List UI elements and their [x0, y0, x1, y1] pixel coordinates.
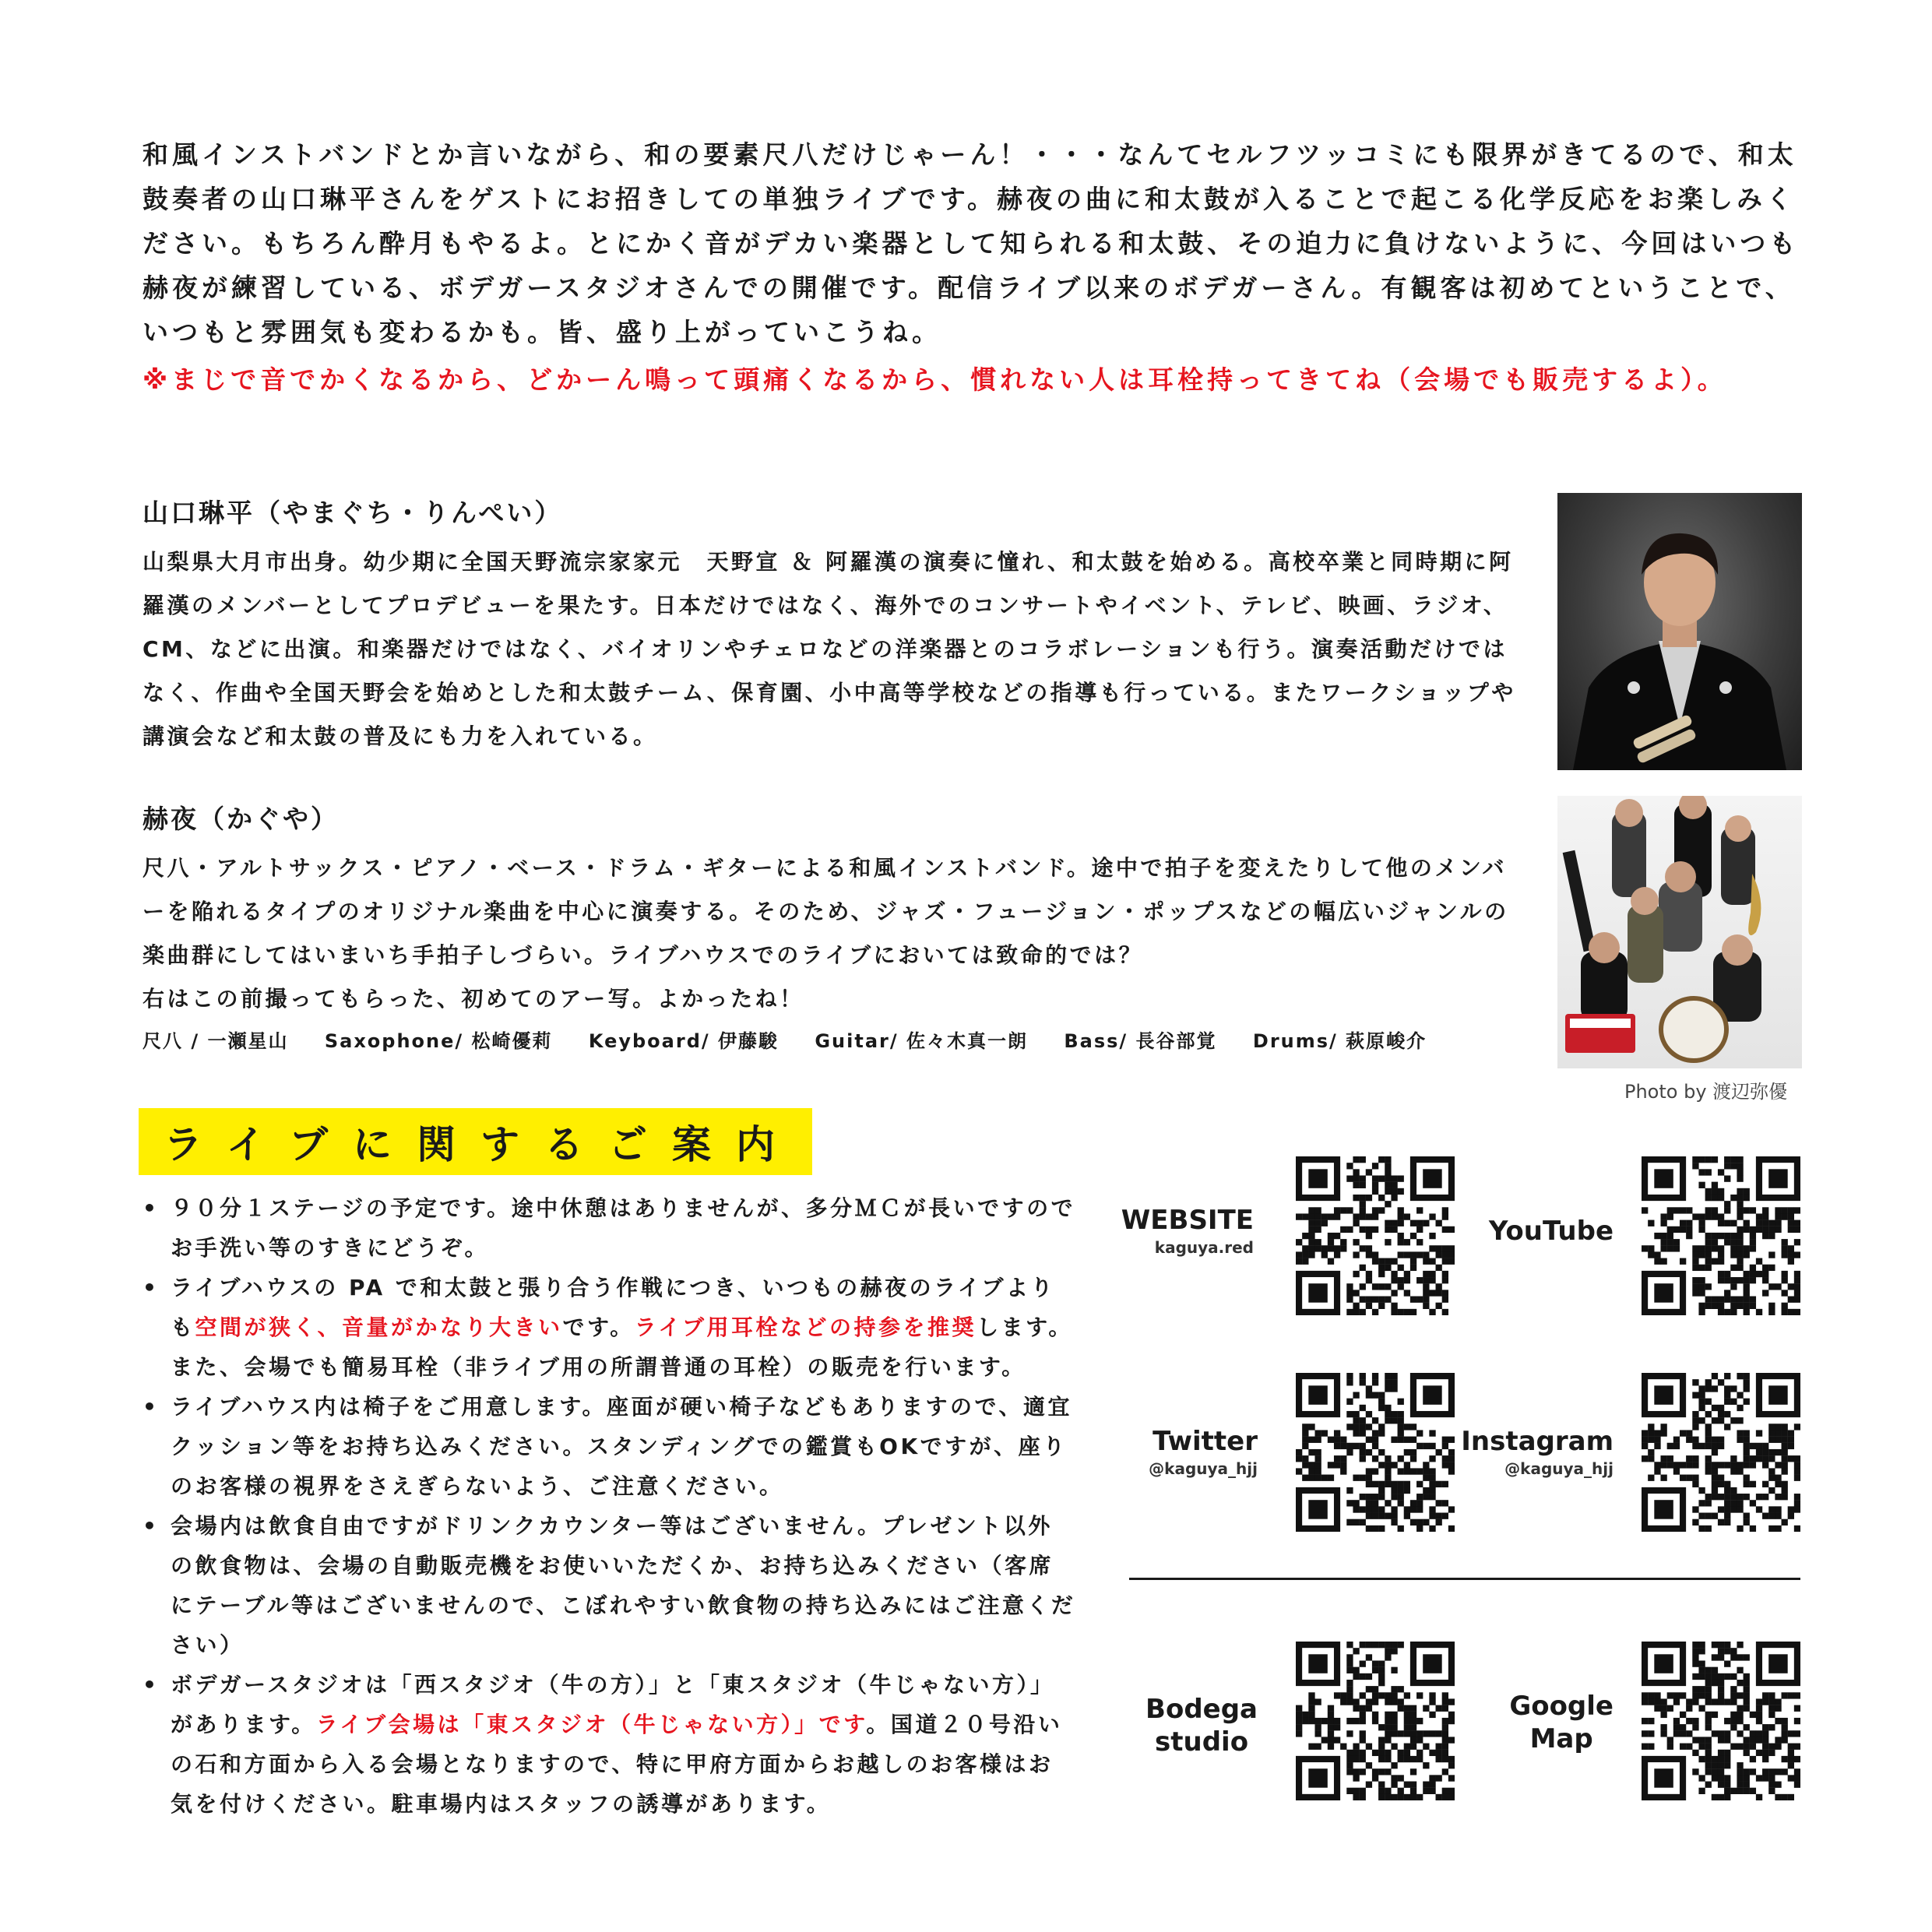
guide-title: ライブに関するご案内 [139, 1108, 812, 1175]
youtube-qr-code[interactable] [1642, 1156, 1800, 1315]
website-qr-code[interactable] [1296, 1156, 1455, 1315]
member-drums: Drums/ 萩原峻介 [1252, 1030, 1427, 1052]
bodega-label: Bodega studio [1145, 1694, 1258, 1758]
guide-item: • ９０分１ステージの予定です。途中休憩はありませんが、多分ＭＣが長いですのでお手洗い等のすきにどうぞ。 [143, 1188, 1077, 1268]
google-map-label: Google Map [1509, 1691, 1614, 1754]
guide-item: • ライブハウスの PA で和太鼓と張り合う作戦につき、いつもの赫夜のライブよりも空間が狭く、音量がかなり大きいです。ライブ用耳栓などの持参を推奨します。また、会場でも簡易耳栓（非ライブ用の所謂普通の耳栓）の販売を行います。 [143, 1268, 1077, 1387]
twitter-qr-code[interactable] [1296, 1373, 1455, 1532]
bodega-qr-code[interactable] [1296, 1642, 1455, 1800]
guide-list [143, 1188, 1077, 1824]
guest-bio: 山梨県大月市出身。幼少期に全国天野流宗家家元 天野宣 ＆ 阿羅漢の演奏に憧れ、和太鼓を始める。高校卒業と同時期に阿羅漢のメンバーとしてプロデビューを果たす。日本だけではなく、海外でのコンサートやイベント、テレビ、映画、ラジオ、CM、などに出演。和楽器だけではなく、バイオリンやチェロなどの洋楽器とのコラボレーションも行う。演奏活動だけではなく、作曲や全国天野会を始めとした和太鼓チーム、保育園、小中高等学校などの指導も行っている。またワークショップや講演会など和太鼓の普及にも力を入れている。 [143, 549, 1516, 749]
photo-note: 右はこの前撮ってもらった、初めてのアー写。よかったね！ [143, 986, 804, 1012]
member-saxophone: Saxophone/ 松崎優莉 [324, 1030, 553, 1052]
website-label: WEBSITE kaguya.red [1121, 1205, 1254, 1257]
guide-highlight: ライブ用耳栓などの持参を推奨 [634, 1314, 977, 1340]
earplug-warning: ※まじで音でかくなるから、どかーん鳴って頭痛くなるから、慣れない人は耳栓持ってきてね（会場でも販売するよ）。 [143, 364, 1727, 395]
intro-paragraph: 和風インストバンドとか言いながら、和の要素尺八だけじゃーん！・・・なんてセルフツッコミにも限界がきてるので、和太鼓奏者の山口琳平さんをゲストにお招きしての単独ライブです。赫夜の曲に和太鼓が入ることで起こる化学反応をお楽しみください。もちろん酔月もやるよ。とにかく音がデカい楽器として知られる和太鼓、その迫力に負けないように、今回はいつも赫夜が練習している、ボデガースタジオさんでの開催です。配信ライブ以来のボデガーさん。有観客は初めてということで、いつもと雰囲気も変わるかも。皆、盛り上がっていこうね。 [143, 139, 1800, 347]
google-map-qr-code[interactable] [1642, 1642, 1800, 1800]
member-keyboard: Keyboard/ 伊藤駿 [588, 1030, 779, 1052]
member-list [143, 1026, 1521, 1053]
intro-section [143, 132, 1809, 402]
instagram-qr-code[interactable] [1642, 1373, 1800, 1532]
band-bio: 尺八・アルトサックス・ピアノ・ベース・ドラム・ギターによる和風インストバンド。途中で拍子を変えたりして他のメンバーを陥れるタイプのオリジナル楽曲を中心に演奏する。そのため、ジャズ・フュージョン・ポップスなどの幅広いジャンルの楽曲群にしてはいまいち手拍子しづらい。ライブハウスでのライブにおいては致命的では？ [143, 855, 1509, 968]
band-photo [1557, 796, 1802, 1068]
member-bass: Bass/ 長谷部覚 [1064, 1030, 1217, 1052]
guide-highlight: 空間が狭く、音量がかなり大きい [195, 1314, 563, 1340]
guest-name: 山口琳平（やまぐち・りんぺい） [143, 498, 563, 528]
guest-photo [1557, 493, 1802, 770]
guide-highlight: ライブ会場は「東スタジオ（牛じゃない方）」です [315, 1712, 867, 1737]
band-profile [143, 799, 1521, 1053]
photo-credit: Photo by 渡辺弥優 [1624, 1081, 1788, 1103]
guide-item: • ライブハウス内は椅子をご用意します。座面が硬い椅子などもありますので、適宜クッション等をお持ち込みください。スタンディングでの鑑賞もOKですが、座りのお客様の視界をさえぎらないよう、ご注意ください。 [143, 1387, 1077, 1506]
member-guitar: Guitar/ 佐々木真一朗 [815, 1030, 1028, 1052]
member-shakuhachi: 尺八 / 一瀬星山 [143, 1030, 289, 1052]
instagram-label: Instagram @kaguya_hjj [1461, 1426, 1614, 1478]
guest-profile [143, 493, 1521, 758]
band-name: 赫夜（かぐや） [143, 804, 339, 834]
youtube-label: YouTube [1488, 1216, 1614, 1247]
guide-item: • ボデガースタジオは「西スタジオ（牛の方）」と「東スタジオ（牛じゃない方）」があります。ライブ会場は「東スタジオ（牛じゃない方）」です。国道２０号沿いの石和方面から入る会場となりますので、特に甲府方面からお越しのお客様はお気を付けください。駐車場内はスタッフの誘導があります。 [143, 1665, 1077, 1824]
twitter-label: Twitter @kaguya_hjj [1149, 1426, 1258, 1478]
guide-item: • 会場内は飲食自由ですがドリンクカウンター等はございません。プレゼント以外の飲食物は、会場の自動販売機をお使いいただくか、お持ち込みください（客席にテーブル等はございませんので、こぼれやすい飲食物の持ち込みにはご注意ください） [143, 1506, 1077, 1665]
section-divider [1129, 1578, 1800, 1580]
